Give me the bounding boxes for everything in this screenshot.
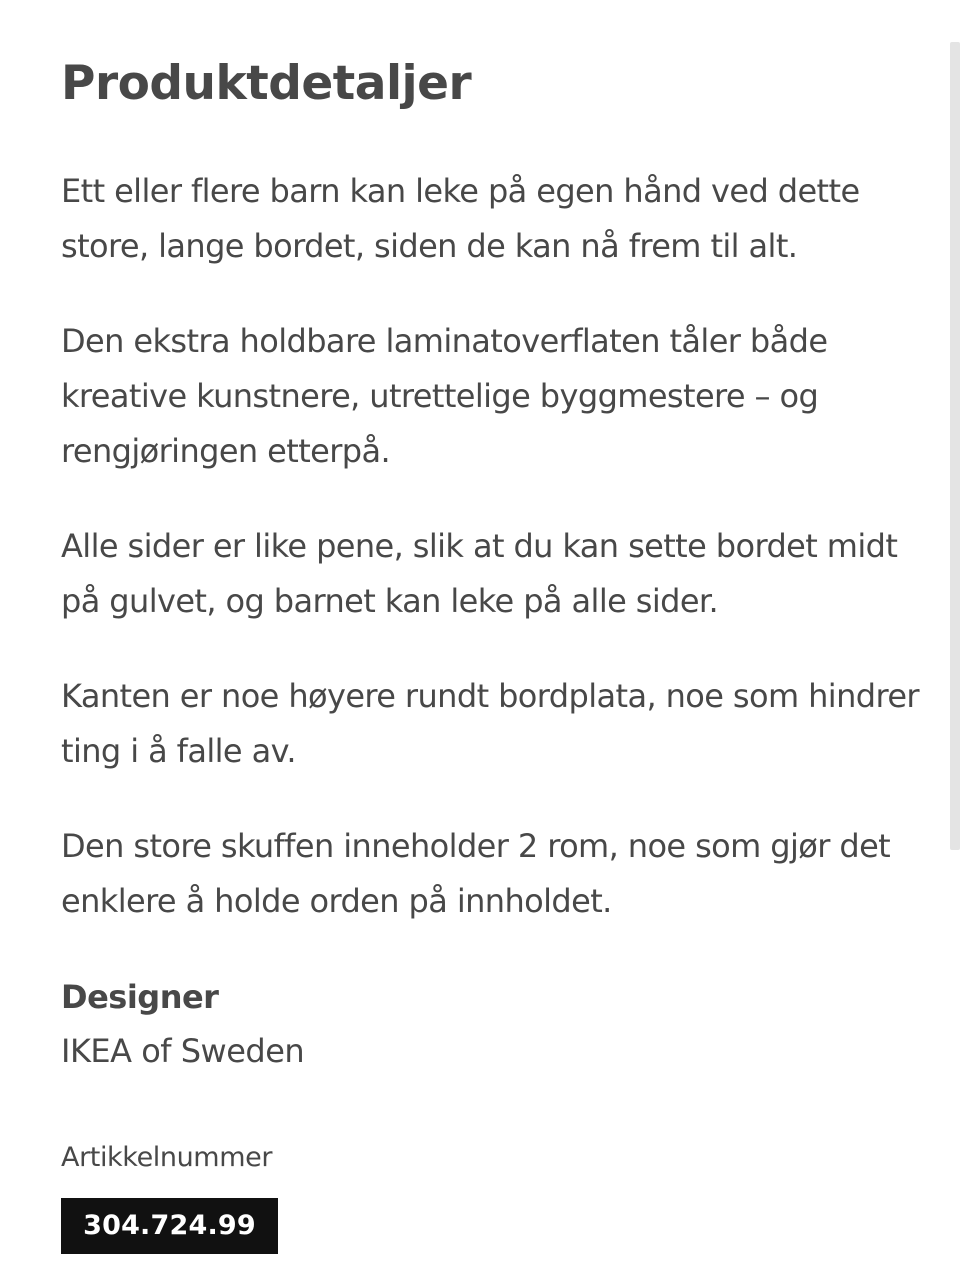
section-title: Produktdetaljer: [61, 56, 472, 111]
description-paragraph: Den store skuffen inneholder 2 rom, noe som gjør det enklere å holde orden på innholdet.: [61, 827, 891, 920]
description-paragraph: Ett eller flere barn kan leke på egen hånd ved dette store, lange bordet, siden de kan nå frem til alt.: [61, 172, 860, 265]
description-paragraph: Alle sider er like pene, slik at du kan sette bordet midt på gulvet, og barnet kan leke på alle sider.: [61, 527, 898, 620]
article-number-label: Artikkelnummer: [61, 1142, 273, 1173]
article-number-badge: 304.724.99: [61, 1198, 278, 1254]
description-paragraph: Kanten er noe høyere rundt bordplata, noe som hindrer ting i å falle av.: [61, 677, 919, 770]
scrollbar[interactable]: [950, 42, 960, 850]
designer-label: Designer: [61, 978, 219, 1016]
description-paragraph: Den ekstra holdbare laminatoverflaten tåler både kreative kunstnere, utrettelige byggmestere – og rengjøringen etterpå.: [61, 322, 828, 470]
designer-name: IKEA of Sweden: [61, 1032, 305, 1070]
